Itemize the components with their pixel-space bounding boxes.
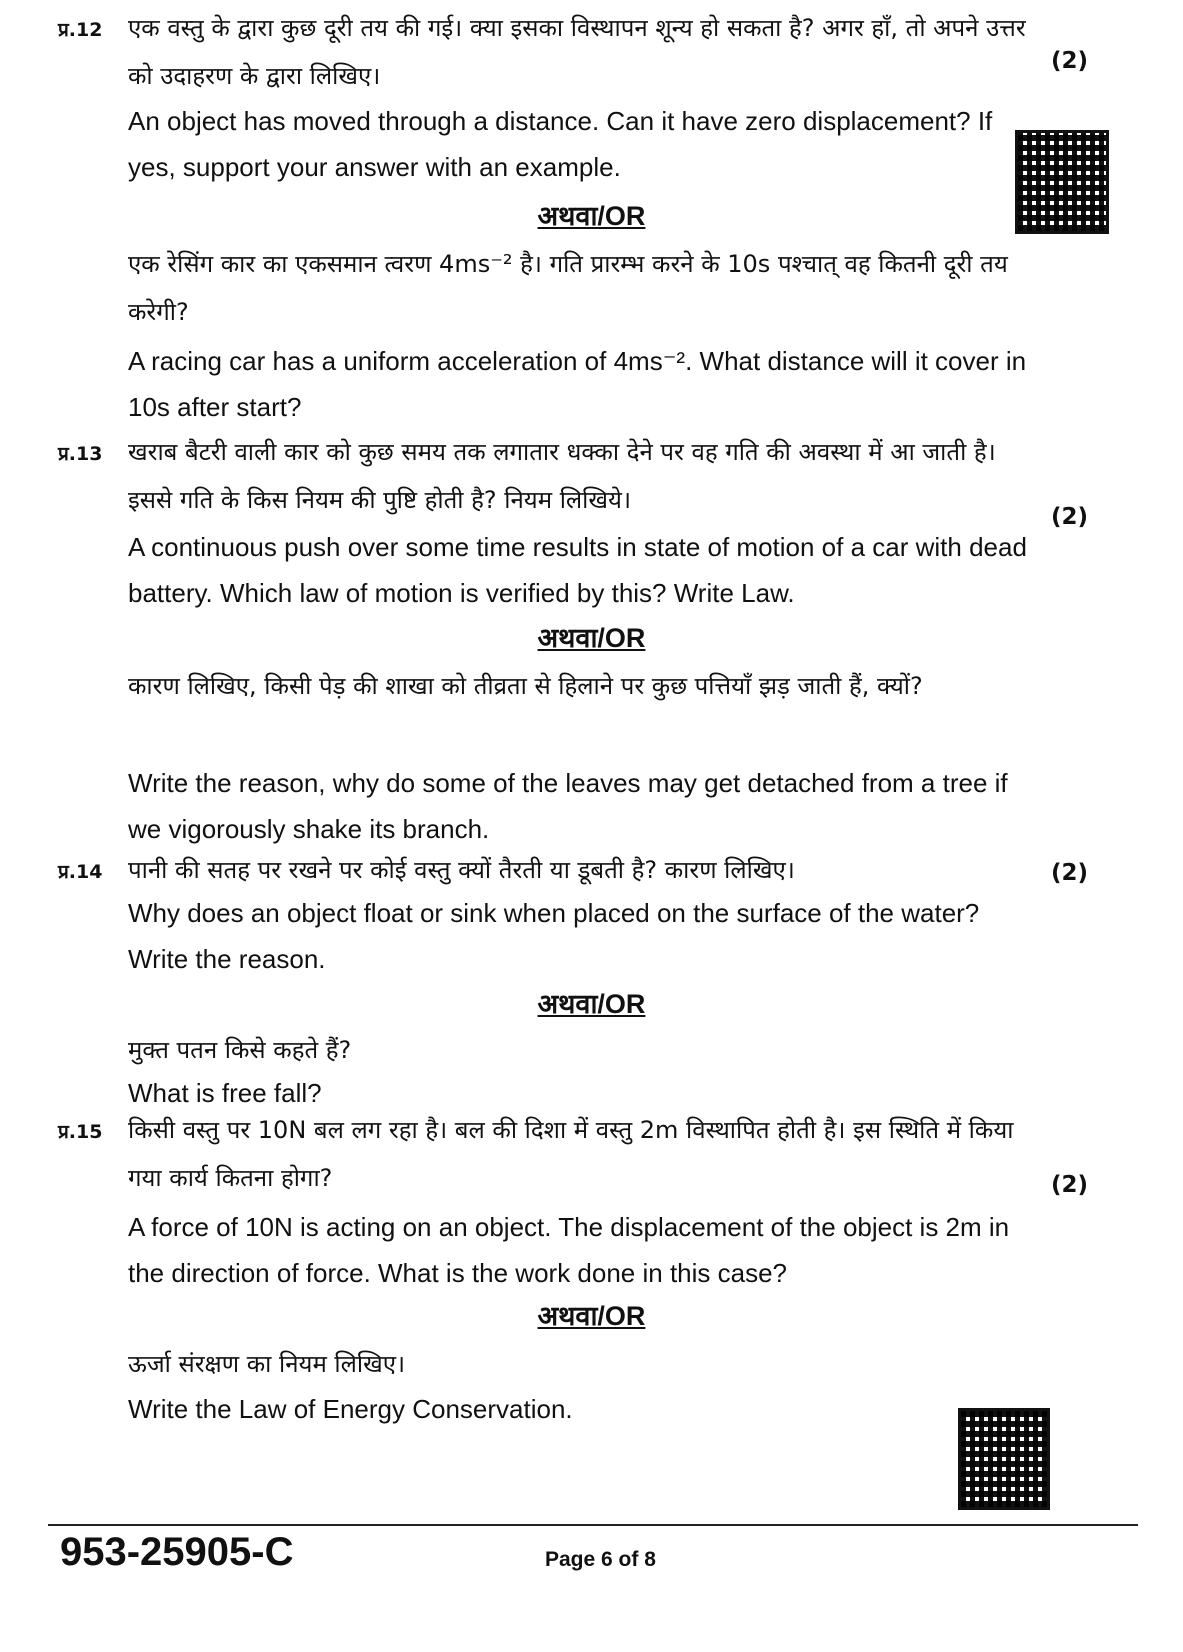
question-14-hindi: पानी की सतह पर रखने पर कोई वस्तु क्यों तैरती या डूबती है? कारण लिखिए। xyxy=(128,856,795,884)
question-13-number: प्र.13 xyxy=(58,443,103,465)
question-14-english: Why does an object float or sink when placed on the surface of the water? Write the reason. xyxy=(128,898,980,974)
question-15-marks: (2) xyxy=(1050,1172,1088,1198)
page-number: Page 6 of 8 xyxy=(545,1548,656,1571)
question-12-alt-english: A racing car has a uniform acceleration of 4ms⁻². What distance will it cover in 10s after start? xyxy=(128,346,1027,422)
paper-code: 953-25905-C xyxy=(60,1530,294,1574)
question-13-english: A continuous push over some time results in state of motion of a car with dead battery. Which law of motion is verified by this? Write Law. xyxy=(128,532,1027,608)
question-13-alt-hindi: कारण लिखिए, किसी पेड़ की शाखा को तीव्रता से हिलाने पर कुछ पत्तियाँ झड़ जाती हैं, क्यों? xyxy=(128,672,923,700)
question-15-alt-hindi: ऊर्जा संरक्षण का नियम लिखिए। xyxy=(128,1350,406,1378)
qr-code-bottom xyxy=(958,1408,1050,1510)
question-15-english: A force of 10N is acting on an object. The displacement of the object is 2m in the direction of force. What is the work done in this case? xyxy=(128,1212,1010,1288)
question-14-alt-hindi: मुक्त पतन किसे कहते हैं? xyxy=(128,1036,352,1064)
question-12-hindi: एक वस्तु के द्वारा कुछ दूरी तय की गई। क्या इसका विस्थापन शून्य हो सकता है? अगर हाँ, तो अपने उत्तर को उदाहरण के द्वारा लिखिए। xyxy=(128,14,1026,90)
question-13-marks: (2) xyxy=(1050,504,1088,530)
question-13-hindi: खराब बैटरी वाली कार को कुछ समय तक लगातार धक्का देने पर वह गति की अवस्था में आ जाती है। इससे गति के किस नियम की पुष्टि होती है? नियम लिखिये। xyxy=(128,438,996,514)
question-12-english: An object has moved through a distance. Can it have zero displacement? If yes, support your answer with an example. xyxy=(128,106,993,182)
question-15-hindi: किसी वस्तु पर 10N बल लग रहा है। बल की दिशा में वस्तु 2m विस्थापित होती है। इस स्थिति में किया गया कार्य कितना होगा? xyxy=(128,1116,1014,1192)
question-12-marks: (2) xyxy=(1050,48,1088,74)
or-divider-14: अथवा/OR xyxy=(537,989,646,1019)
or-divider-13: अथवा/OR xyxy=(537,623,646,653)
question-14-number: प्र.14 xyxy=(58,861,103,883)
footer-divider xyxy=(48,1524,1138,1526)
question-12-alt-hindi: एक रेसिंग कार का एकसमान त्वरण 4ms⁻² है। गति प्रारम्भ करने के 10s पश्चात् वह कितनी दूरी तय करेगी? xyxy=(128,250,1008,326)
question-12-number: प्र.12 xyxy=(58,19,103,41)
question-14-alt-english: What is free fall? xyxy=(128,1078,322,1108)
question-14-marks: (2) xyxy=(1050,860,1088,886)
question-13-alt-english: Write the reason, why do some of the leaves may get detached from a tree if we vigorously shake its branch. xyxy=(128,768,1008,844)
or-divider-15: अथवा/OR xyxy=(537,1301,646,1331)
question-15-alt-english: Write the Law of Energy Conservation. xyxy=(128,1394,573,1424)
or-divider-12: अथवा/OR xyxy=(537,201,646,231)
question-15-number: प्र.15 xyxy=(58,1121,103,1143)
